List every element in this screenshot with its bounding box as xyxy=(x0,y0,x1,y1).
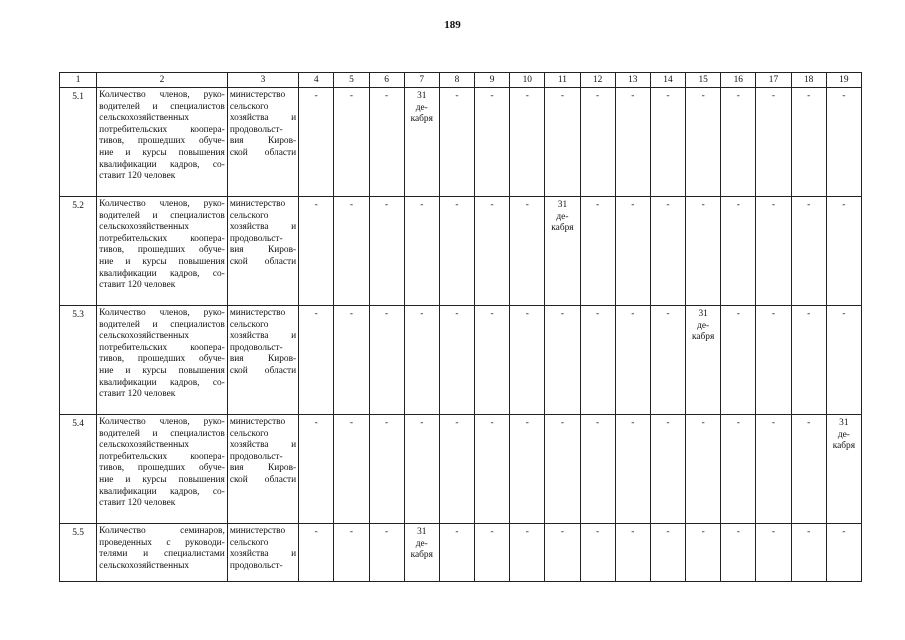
responsible-line: хозяйства и xyxy=(229,222,297,233)
description-line: ставит 120 человек xyxy=(99,498,176,509)
empty-cell-dash: - xyxy=(686,415,721,524)
empty-cell-dash: - xyxy=(791,306,826,415)
empty-cell-dash: - xyxy=(404,306,439,415)
responsible-line: хозяйства и xyxy=(229,440,297,451)
description-line: тивов, прошедших обуче- xyxy=(99,245,225,256)
header-row xyxy=(60,73,862,88)
responsible-line: министерство xyxy=(229,308,286,318)
empty-cell-dash: - xyxy=(826,306,861,415)
empty-cell-dash: - xyxy=(510,415,545,524)
responsible-line: сельского xyxy=(229,101,269,112)
empty-cell-dash: - xyxy=(826,197,861,306)
row-number: 5.4 xyxy=(60,415,97,524)
responsible-line: вия Киров- xyxy=(229,245,297,256)
responsible-line: продовольст- xyxy=(229,451,283,462)
responsible-line: ской области xyxy=(229,256,297,267)
empty-cell-dash: - xyxy=(826,524,861,582)
empty-cell-dash: - xyxy=(756,524,791,582)
empty-cell-dash: - xyxy=(615,524,650,582)
deadline-text: 31 xyxy=(698,309,708,319)
responsible-executor xyxy=(227,197,298,306)
description-line: ние и курсы повышения xyxy=(99,474,225,485)
responsible-executor xyxy=(227,415,298,524)
empty-cell-dash: - xyxy=(545,88,580,197)
description-line: ние и курсы повышения xyxy=(99,365,225,376)
description-line: потребительских коопера- xyxy=(99,233,225,244)
deadline-text: де- xyxy=(556,211,569,222)
description-line: Количество семинаров, xyxy=(99,526,225,536)
empty-cell-dash: - xyxy=(580,88,615,197)
table-row xyxy=(60,524,862,582)
description-line: тивов, прошедших обуче- xyxy=(99,354,225,365)
description-line: ставит 120 человек xyxy=(99,280,176,291)
responsible-executor xyxy=(227,524,298,582)
description-line: тивов, прошедших обуче- xyxy=(99,136,225,147)
header-cell: 13 xyxy=(615,73,650,88)
header-cell: 12 xyxy=(580,73,615,88)
responsible-line: хозяйства и xyxy=(229,549,297,560)
responsible-line: сельского xyxy=(229,210,269,221)
responsible-line: сельского xyxy=(229,428,269,439)
empty-cell-dash: - xyxy=(404,415,439,524)
table-row xyxy=(60,88,862,197)
header-cell: 17 xyxy=(756,73,791,88)
empty-cell-dash: - xyxy=(756,306,791,415)
deadline-text: 31 xyxy=(839,418,849,428)
empty-cell-dash: - xyxy=(439,88,474,197)
empty-cell-dash: - xyxy=(791,197,826,306)
empty-cell-dash: - xyxy=(299,524,334,582)
description-line: тивов, прошедших обуче- xyxy=(99,463,225,474)
description-line: Количество членов, руко- xyxy=(99,199,225,209)
responsible-line: министерство xyxy=(229,90,286,100)
deadline-text: 31 xyxy=(417,91,427,101)
empty-cell-dash: - xyxy=(545,524,580,582)
empty-cell-dash: - xyxy=(475,306,510,415)
row-number: 5.5 xyxy=(60,524,97,582)
header-cell: 19 xyxy=(826,73,861,88)
description-line: Количество членов, руко- xyxy=(99,417,225,427)
empty-cell-dash: - xyxy=(721,415,756,524)
indicator-description xyxy=(97,88,228,197)
header-cell: 3 xyxy=(227,73,298,88)
description-line: водителей и специалистов xyxy=(99,101,225,112)
responsible-line: вия Киров- xyxy=(229,463,297,474)
empty-cell-dash: - xyxy=(510,197,545,306)
responsible-line: министерство xyxy=(229,526,286,536)
header-cell: 1 xyxy=(60,73,97,88)
deadline-text: 31 xyxy=(557,200,568,210)
responsible-line: сельского xyxy=(229,319,269,330)
header-cell: 10 xyxy=(510,73,545,88)
header-cell: 6 xyxy=(369,73,404,88)
responsible-line: сельского xyxy=(229,537,269,548)
empty-cell-dash: - xyxy=(756,415,791,524)
description-line: квалификации кадров, со- xyxy=(99,159,225,170)
description-line: сельскохозяйственных xyxy=(99,113,190,124)
header-cell: 5 xyxy=(334,73,369,88)
responsible-line: продовольст- xyxy=(229,233,283,244)
deadline-cell xyxy=(404,88,439,197)
deadline-text: де- xyxy=(697,320,710,331)
empty-cell-dash: - xyxy=(510,524,545,582)
empty-cell-dash: - xyxy=(369,88,404,197)
empty-cell-dash: - xyxy=(580,415,615,524)
empty-cell-dash: - xyxy=(686,88,721,197)
empty-cell-dash: - xyxy=(369,415,404,524)
empty-cell-dash: - xyxy=(650,524,685,582)
responsible-line: продовольст- xyxy=(229,560,283,571)
description-line: водителей и специалистов xyxy=(99,319,225,330)
description-line: Количество членов, руко- xyxy=(99,90,225,100)
row-number: 5.3 xyxy=(60,306,97,415)
empty-cell-dash: - xyxy=(721,524,756,582)
header-cell: 7 xyxy=(404,73,439,88)
deadline-text: 31 xyxy=(417,527,427,537)
responsible-executor xyxy=(227,306,298,415)
empty-cell-dash: - xyxy=(580,524,615,582)
deadline-text: кабря xyxy=(410,550,433,561)
empty-cell-dash: - xyxy=(650,197,685,306)
empty-cell-dash: - xyxy=(439,306,474,415)
empty-cell-dash: - xyxy=(545,306,580,415)
empty-cell-dash: - xyxy=(615,88,650,197)
page-number: 189 xyxy=(444,19,461,31)
empty-cell-dash: - xyxy=(545,415,580,524)
description-line: ставит 120 человек xyxy=(99,171,176,182)
header-cell: 9 xyxy=(475,73,510,88)
responsible-line: министерство xyxy=(229,199,286,209)
deadline-cell xyxy=(826,415,861,524)
empty-cell-dash: - xyxy=(721,197,756,306)
table-row xyxy=(60,306,862,415)
empty-cell-dash: - xyxy=(650,88,685,197)
empty-cell-dash: - xyxy=(334,197,369,306)
table-row xyxy=(60,197,862,306)
deadline-text: де- xyxy=(837,429,850,440)
header-cell: 11 xyxy=(545,73,580,88)
empty-cell-dash: - xyxy=(475,197,510,306)
description-line: потребительских коопера- xyxy=(99,342,225,353)
empty-cell-dash: - xyxy=(334,524,369,582)
header-cell: 16 xyxy=(721,73,756,88)
empty-cell-dash: - xyxy=(580,306,615,415)
description-line: ние и курсы повышения xyxy=(99,147,225,158)
description-line: проведенных с руководи- xyxy=(99,537,225,548)
deadline-text: де- xyxy=(415,102,428,113)
empty-cell-dash: - xyxy=(439,197,474,306)
responsible-line: ской области xyxy=(229,147,297,158)
empty-cell-dash: - xyxy=(510,306,545,415)
deadline-cell xyxy=(404,524,439,582)
description-line: водителей и специалистов xyxy=(99,210,225,221)
responsible-executor xyxy=(227,88,298,197)
responsible-line: министерство xyxy=(229,417,286,427)
empty-cell-dash: - xyxy=(650,306,685,415)
responsible-line: хозяйства и xyxy=(229,113,297,124)
description-line: квалификации кадров, со- xyxy=(99,268,225,279)
deadline-cell xyxy=(545,197,580,306)
empty-cell-dash: - xyxy=(404,197,439,306)
description-line: квалификации кадров, со- xyxy=(99,377,225,388)
empty-cell-dash: - xyxy=(580,197,615,306)
empty-cell-dash: - xyxy=(439,415,474,524)
row-number: 5.1 xyxy=(60,88,97,197)
empty-cell-dash: - xyxy=(334,306,369,415)
plan-table xyxy=(59,72,862,582)
description-line: квалификации кадров, со- xyxy=(99,486,225,497)
indicator-description xyxy=(97,197,228,306)
empty-cell-dash: - xyxy=(369,524,404,582)
indicator-description xyxy=(97,306,228,415)
empty-cell-dash: - xyxy=(510,88,545,197)
empty-cell-dash: - xyxy=(334,415,369,524)
empty-cell-dash: - xyxy=(299,306,334,415)
responsible-line: вия Киров- xyxy=(229,136,297,147)
header-cell: 18 xyxy=(791,73,826,88)
header-cell: 8 xyxy=(439,73,474,88)
description-line: сельскохозяйственных xyxy=(99,560,190,571)
description-line: сельскохозяйственных xyxy=(99,331,190,342)
empty-cell-dash: - xyxy=(791,88,826,197)
empty-cell-dash: - xyxy=(756,88,791,197)
empty-cell-dash: - xyxy=(686,524,721,582)
deadline-text: кабря xyxy=(551,223,574,234)
description-line: Количество членов, руко- xyxy=(99,308,225,318)
empty-cell-dash: - xyxy=(791,415,826,524)
header-cell: 2 xyxy=(97,73,228,88)
empty-cell-dash: - xyxy=(721,88,756,197)
responsible-line: хозяйства и xyxy=(229,331,297,342)
empty-cell-dash: - xyxy=(475,415,510,524)
responsible-line: продовольст- xyxy=(229,124,283,135)
responsible-line: ской области xyxy=(229,474,297,485)
empty-cell-dash: - xyxy=(615,197,650,306)
empty-cell-dash: - xyxy=(299,197,334,306)
description-line: водителей и специалистов xyxy=(99,428,225,439)
deadline-text: кабря xyxy=(832,441,856,452)
indicator-description xyxy=(97,524,228,582)
description-line: сельскохозяйственных xyxy=(99,222,190,233)
empty-cell-dash: - xyxy=(686,197,721,306)
description-line: телями и специалистами xyxy=(99,549,225,560)
description-line: сельскохозяйственных xyxy=(99,440,190,451)
empty-cell-dash: - xyxy=(475,524,510,582)
description-line: ние и курсы повышения xyxy=(99,256,225,267)
description-line: потребительских коопера- xyxy=(99,124,225,135)
deadline-text: кабря xyxy=(410,114,433,125)
empty-cell-dash: - xyxy=(615,306,650,415)
responsible-line: вия Киров- xyxy=(229,354,297,365)
deadline-text: де- xyxy=(415,538,428,549)
empty-cell-dash: - xyxy=(826,88,861,197)
empty-cell-dash: - xyxy=(650,415,685,524)
row-number: 5.2 xyxy=(60,197,97,306)
empty-cell-dash: - xyxy=(334,88,369,197)
description-line: потребительских коопера- xyxy=(99,451,225,462)
indicator-description xyxy=(97,415,228,524)
empty-cell-dash: - xyxy=(791,524,826,582)
empty-cell-dash: - xyxy=(475,88,510,197)
responsible-line: продовольст- xyxy=(229,342,283,353)
responsible-line: ской области xyxy=(229,365,297,376)
empty-cell-dash: - xyxy=(756,197,791,306)
empty-cell-dash: - xyxy=(721,306,756,415)
header-cell: 4 xyxy=(299,73,334,88)
empty-cell-dash: - xyxy=(369,197,404,306)
empty-cell-dash: - xyxy=(299,88,334,197)
empty-cell-dash: - xyxy=(369,306,404,415)
deadline-text: кабря xyxy=(691,332,715,343)
table-row xyxy=(60,415,862,524)
header-cell: 15 xyxy=(686,73,721,88)
description-line: ставит 120 человек xyxy=(99,389,176,400)
empty-cell-dash: - xyxy=(615,415,650,524)
empty-cell-dash: - xyxy=(299,415,334,524)
header-cell: 14 xyxy=(650,73,685,88)
empty-cell-dash: - xyxy=(439,524,474,582)
deadline-cell xyxy=(686,306,721,415)
